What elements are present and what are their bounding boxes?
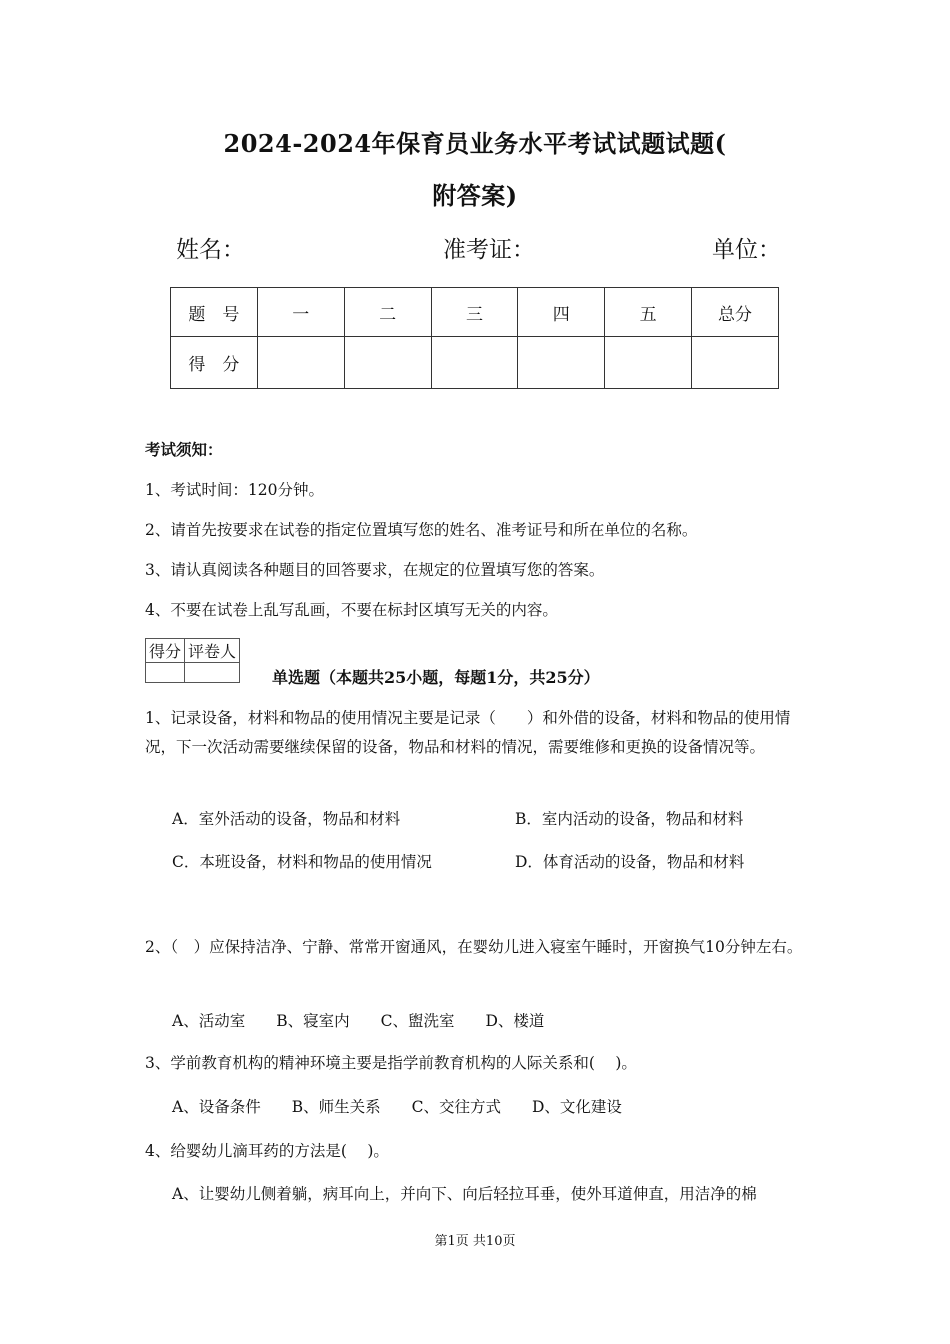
name-label: 姓名： [176, 237, 245, 263]
score-header-cell: 三 [431, 288, 518, 337]
score-cell[interactable] [518, 337, 605, 389]
notice-item: 4、不要在试卷上乱写乱画，不要在标封区填写无关的内容。 [145, 601, 558, 619]
grader-score-cell[interactable] [146, 663, 185, 683]
score-cell[interactable] [344, 337, 431, 389]
grader-reviewer-cell[interactable] [185, 663, 240, 683]
score-header-cell: 题 号 [171, 288, 258, 337]
score-cell[interactable] [431, 337, 518, 389]
q4-option-a: A、让婴幼儿侧着躺，病耳向上，并向下、向后轻拉耳垂，使外耳道伸直，用洁净的棉 [172, 1185, 757, 1203]
q3-options: A、设备条件 B、师生关系 C、交往方式 D、文化建设 [172, 1098, 622, 1116]
q2-options: A、活动室 B、寝室内 C、盥洗室 D、楼道 [172, 1012, 545, 1030]
score-header-cell: 一 [257, 288, 344, 337]
q1-option-a: A．室外活动的设备，物品和材料 [172, 810, 401, 828]
score-header-cell: 五 [605, 288, 692, 337]
section-title: 单选题（本题共25小题，每题1分，共25分） [272, 668, 600, 687]
q1-option-d: D．体育活动的设备，物品和材料 [515, 853, 745, 871]
q1-option-b: B．室内活动的设备，物品和材料 [515, 810, 744, 828]
score-row-label: 得 分 [171, 337, 258, 389]
exam-id-label: 准考证： [443, 237, 535, 263]
question-2-stem: 2、（ ）应保持洁净、宁静、常常开窗通风，在婴幼儿进入寝室午睡时，开窗换气10分钟左右。 [145, 938, 803, 956]
score-header-cell: 四 [518, 288, 605, 337]
score-header-cell: 二 [344, 288, 431, 337]
q1-option-c: C．本班设备，材料和物品的使用情况 [172, 853, 432, 871]
page-footer: 第1页 共10页 [434, 1234, 516, 1249]
grader-box [145, 638, 240, 683]
page-title-line2: 附答案) [432, 181, 518, 210]
score-table-score-row [171, 337, 779, 389]
page-title-line1: 2024-2024年保育员业务水平考试试题试题( [223, 129, 727, 158]
score-header-cell: 总分 [692, 288, 779, 337]
score-cell[interactable] [605, 337, 692, 389]
grader-reviewer-label: 评卷人 [185, 639, 240, 663]
score-table [170, 287, 779, 389]
question-3-stem: 3、学前教育机构的精神环境主要是指学前教育机构的人际关系和( )。 [145, 1054, 637, 1072]
score-cell[interactable] [692, 337, 779, 389]
question-1-stem: 1、记录设备，材料和物品的使用情况主要是记录（ ）和外借的设备，材料和物品的使用情况，下一次活动需要继续保留的设备，物品和材料的情况，需要维修和更换的设备情况等。 [145, 709, 791, 756]
score-cell[interactable] [257, 337, 344, 389]
grader-score-label: 得分 [146, 639, 185, 663]
question-4-stem: 4、给婴幼儿滴耳药的方法是( )。 [145, 1142, 389, 1160]
notice-item: 3、请认真阅读各种题目的回答要求，在规定的位置填写您的答案。 [145, 561, 605, 579]
notice-item: 2、请首先按要求在试卷的指定位置填写您的姓名、准考证号和所在单位的名称。 [145, 521, 698, 539]
score-table-header-row [171, 288, 779, 337]
notice-heading: 考试须知： [145, 440, 223, 459]
unit-label: 单位： [712, 237, 781, 263]
notice-item: 1、考试时间：120分钟。 [145, 481, 324, 499]
